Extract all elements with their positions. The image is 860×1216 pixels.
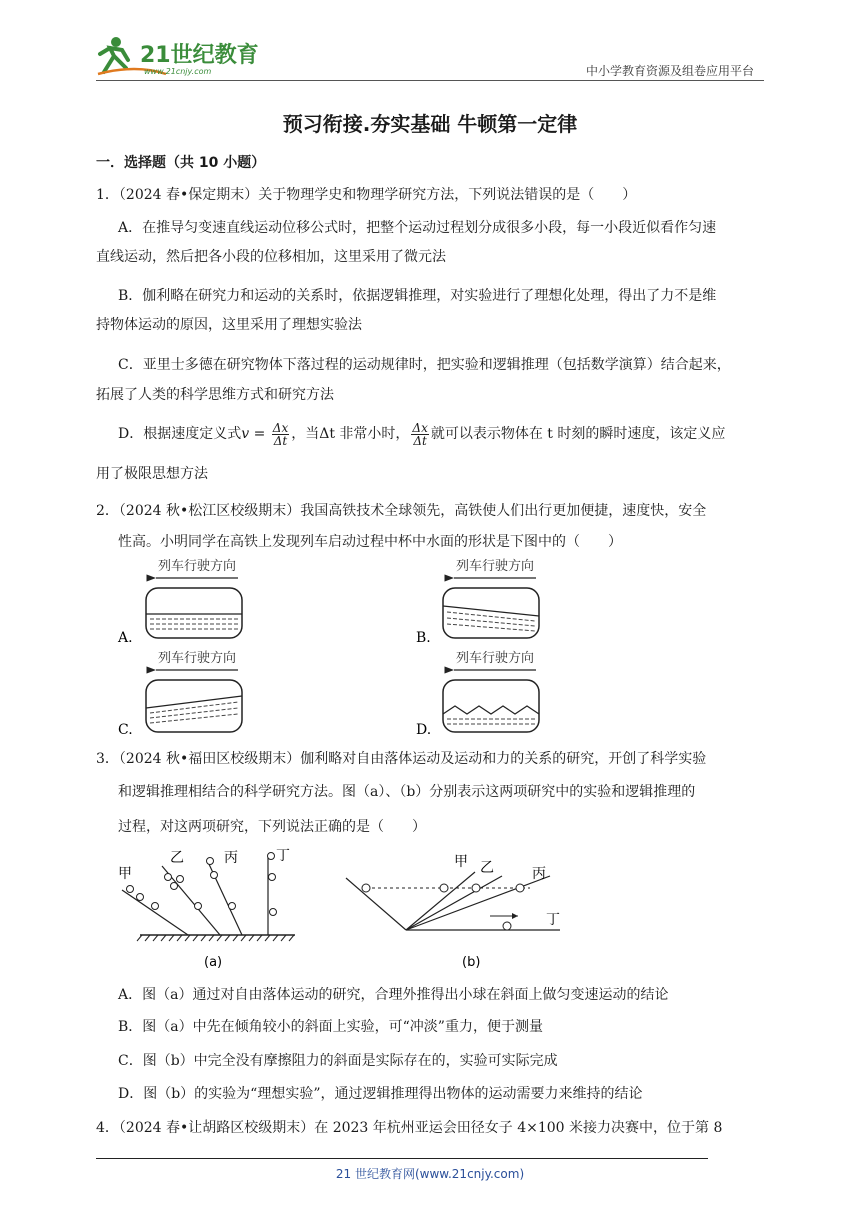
footer-divider — [96, 1158, 708, 1159]
cup-b — [443, 588, 539, 638]
q4-stem: 4．（2024 春•让胡路区校级期末）在 2023 年杭州亚运会田径女子 4×100 米接力决赛中，位于第 8 — [96, 1120, 723, 1136]
q1-stem: 1．（2024 春•保定期末）关于物理学史和物理学研究方法，下列说法错误的是（ ） — [96, 187, 637, 203]
cup-a — [146, 588, 242, 638]
q3-a-caption: (a) — [204, 955, 223, 970]
logo-url: www.21cnjy.com — [144, 67, 212, 76]
q3-b-caption: (b) — [462, 955, 481, 970]
q1-option-b-line2: 持物体运动的原因，这里采用了理想实验法 — [96, 317, 362, 333]
q3-option-b: B．图（a）中先在倾角较小的斜面上实验，可“冲淡”重力，便于测量 — [118, 1019, 543, 1035]
q3-a-label-yi: 乙 — [170, 850, 184, 866]
q1-option-a-line2: 直线运动，然后把各小段的位移相加，这里采用了微元法 — [96, 249, 446, 265]
q2-b-direction-label: 列车行驶方向 — [456, 559, 535, 574]
q2-c-direction-label: 列车行驶方向 — [158, 651, 237, 666]
logo-text: 21世纪教育 — [140, 43, 259, 68]
header-divider — [96, 80, 764, 81]
q1-option-d-line2: 用了极限思想方法 — [96, 466, 208, 482]
q2-figure-c — [118, 650, 242, 738]
q1-d-v: v — [241, 426, 250, 442]
q3-option-c: C．图（b）中完全没有摩擦阻力的斜面是实际存在的，实验可实际完成 — [118, 1053, 558, 1069]
q3-figures — [110, 842, 580, 972]
fraction-dx-dt-2: $\frac{\Delta x}{\Delta t}$ — [412, 420, 428, 448]
logo-runner-icon — [96, 34, 266, 78]
page-title: 预习衔接.夯实基础 牛顿第一定律 — [282, 112, 578, 136]
q3-b-label-jia: 甲 — [454, 854, 468, 870]
fraction-dx-dt: $\frac{\Delta x}{\Delta t}$ — [272, 420, 289, 448]
q2-figure-b — [416, 558, 539, 646]
q2-label-a: A. — [118, 630, 133, 646]
section-heading: 一．选择题（共 10 小题） — [96, 155, 266, 171]
q3-a-label-bing: 丙 — [224, 850, 238, 866]
q1-option-d-line1 — [118, 420, 725, 449]
q1-d-eq: = — [249, 426, 270, 442]
q3-b-label-ding: 丁 — [546, 912, 560, 928]
q3-b-label-bing: 丙 — [532, 866, 546, 882]
q2-cup-figures — [110, 556, 570, 742]
q3-b-label-yi: 乙 — [480, 860, 494, 876]
q2-label-d: D. — [416, 722, 432, 738]
arrow-right-icon — [512, 913, 518, 919]
q3-a-label-jia: 甲 — [118, 866, 132, 882]
q1-option-a-line1: A．在推导匀变速直线运动位移公式时，把整个运动过程划分成很多小段，每一小段近似看作匀速 — [118, 220, 717, 236]
q1-d-text-a: D．根据速度定义式 — [118, 426, 242, 442]
q2-label-c: C. — [118, 722, 133, 738]
q1-option-c-line2: 拓展了人类的科学思维方式和研究方法 — [96, 387, 334, 403]
q1-option-b-line1: B．伽利略在研究力和运动的关系时，依据逻辑推理，对实验进行了理想化处理，得出了力不是维 — [118, 288, 717, 304]
q2-a-direction-label: 列车行驶方向 — [158, 559, 237, 574]
q3-figure-b — [346, 854, 560, 970]
q3-option-a: A．图（a）通过对自由落体运动的研究，合理外推得出小球在斜面上做匀变速运动的结论 — [118, 987, 669, 1003]
header-platform-text: 中小学教育资源及组卷应用平台 — [585, 64, 754, 78]
q3-stem-line3: 过程，对这两项研究，下列说法正确的是（ ） — [118, 819, 426, 835]
site-logo — [96, 34, 266, 78]
q2-label-b: B. — [416, 630, 431, 646]
q2-figure-a — [117, 558, 242, 646]
q1-d-text-c: 就可以表示物体在 t 时刻的瞬时速度，该定义应 — [430, 426, 726, 442]
q2-stem-line1: 2．（2024 秋•松江区校级期末）我国高铁技术全球领先，高铁使人们出行更加便捷，速度快，安全 — [96, 503, 707, 519]
q2-stem-line2: 性高。小明同学在高铁上发现列车启动过程中杯中水面的形状是下图中的（ ） — [118, 534, 622, 550]
q1-d-text-b: ，当Δt 非常小时， — [291, 426, 410, 442]
q2-d-direction-label: 列车行驶方向 — [456, 651, 535, 666]
q3-figure-a — [118, 848, 295, 970]
q2-figure-d — [416, 650, 539, 738]
q3-stem-line2: 和逻辑推理相结合的科学研究方法。图（a）、（b）分别表示这两项研究中的实验和逻辑推理的 — [118, 784, 696, 800]
q3-option-d: D．图（b）的实验为“理想实验”，通过逻辑推理得出物体的运动需要力来维持的结论 — [118, 1086, 643, 1102]
q3-stem-line1: 3．（2024 秋•福田区校级期末）伽利略对自由落体运动及运动和力的关系的研究，开创了科学实验 — [96, 751, 707, 767]
q1-option-c-line1: C．亚里士多德在研究物体下落过程的运动规律时，把实验和逻辑推理（包括数学演算）结合起来， — [118, 357, 731, 373]
q3-a-label-ding: 丁 — [276, 848, 290, 864]
footer-text: 21 世纪教育网(www.21cnjy.com) — [335, 1167, 525, 1181]
